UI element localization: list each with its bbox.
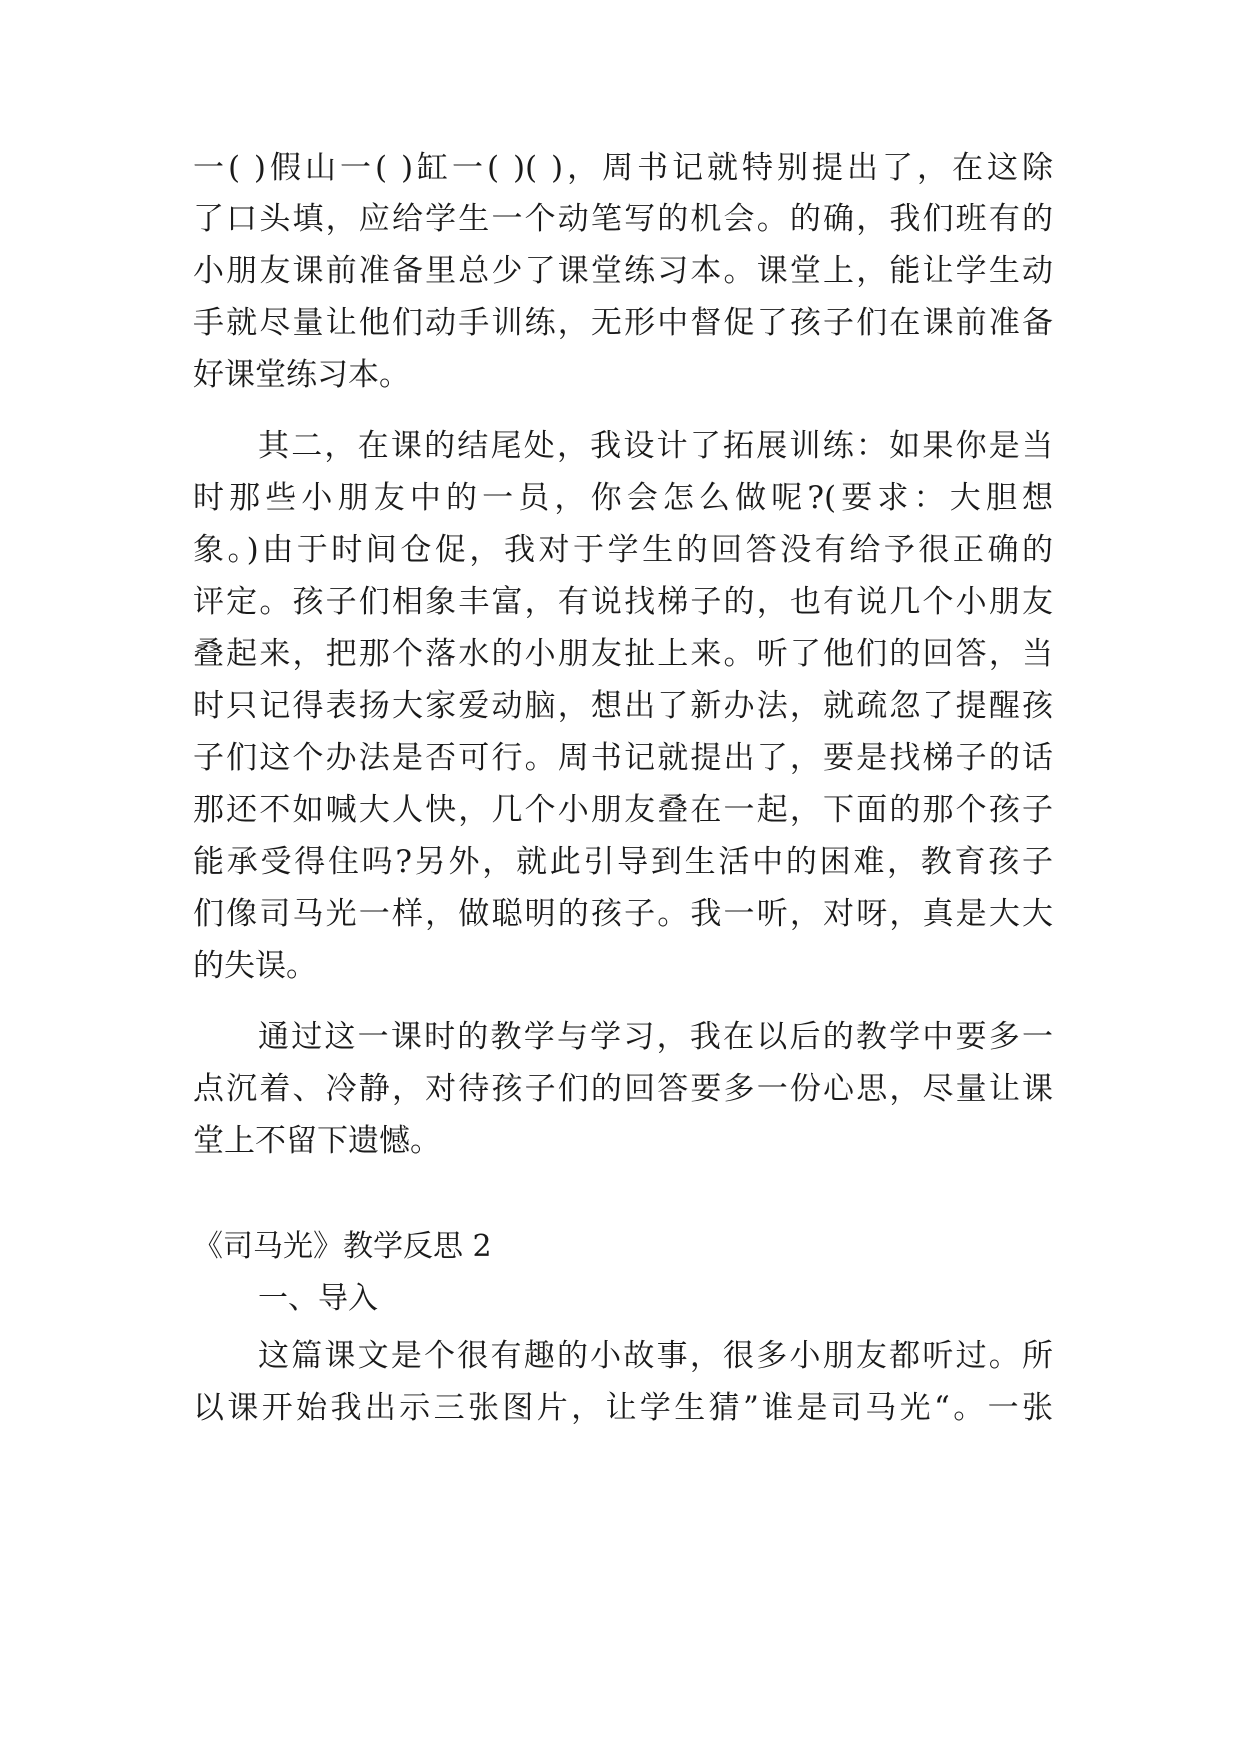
text-line: 通过这一课时的教学与学习，我在以后的教学中要多一 <box>258 1019 1053 1055</box>
text-line: 点沉着、冷静，对待孩子们的回答要多一份心思，尽量让课 <box>193 1071 1053 1107</box>
text-line: 时那些小朋友中的一员，你会怎么做呢?(要求：大胆想 <box>193 480 1053 516</box>
text-line: 好课堂练习本。 <box>193 357 410 393</box>
text-line: 评定。孩子们相象丰富，有说找梯子的，也有说几个小朋友 <box>193 584 1053 620</box>
section-title: 《司马光》教学反思 2 <box>193 1229 492 1264</box>
text-line: 其二，在课的结尾处，我设计了拓展训练：如果你是当 <box>258 428 1053 464</box>
text-line: 一( )假山一( )缸一( )( )，周书记就特别提出了，在这除 <box>193 150 1053 186</box>
text-line: 以课开始我出示三张图片，让学生猜”谁是司马光“。一张 <box>193 1390 1053 1426</box>
text-line: 小朋友课前准备里总少了课堂练习本。课堂上，能让学生动 <box>193 253 1053 289</box>
text-line: 的失误。 <box>193 948 317 984</box>
text-line: 象。)由于时间仓促，我对于学生的回答没有给予很正确的 <box>193 532 1053 568</box>
text-line: 那还不如喊大人快，几个小朋友叠在一起，下面的那个孩子 <box>193 792 1053 828</box>
text-line: 手就尽量让他们动手训练，无形中督促了孩子们在课前准备 <box>193 305 1053 341</box>
text-line: 能承受得住吗?另外，就此引导到生活中的困难，教育孩子 <box>193 844 1053 880</box>
text-line: 堂上不留下遗憾。 <box>193 1123 441 1159</box>
text-line: 子们这个办法是否可行。周书记就提出了，要是找梯子的话 <box>193 740 1053 776</box>
text-line: 这篇课文是个很有趣的小故事，很多小朋友都听过。所 <box>258 1338 1053 1374</box>
text-line: 了口头填，应给学生一个动笔写的机会。的确，我们班有的 <box>193 201 1053 237</box>
text-line: 时只记得表扬大家爱动脑，想出了新办法，就疏忽了提醒孩 <box>193 688 1053 724</box>
section-subtitle: 一、导入 <box>258 1281 378 1316</box>
text-line: 叠起来，把那个落水的小朋友扯上来。听了他们的回答，当 <box>193 636 1053 672</box>
text-line: 们像司马光一样，做聪明的孩子。我一听，对呀，真是大大 <box>193 896 1053 932</box>
